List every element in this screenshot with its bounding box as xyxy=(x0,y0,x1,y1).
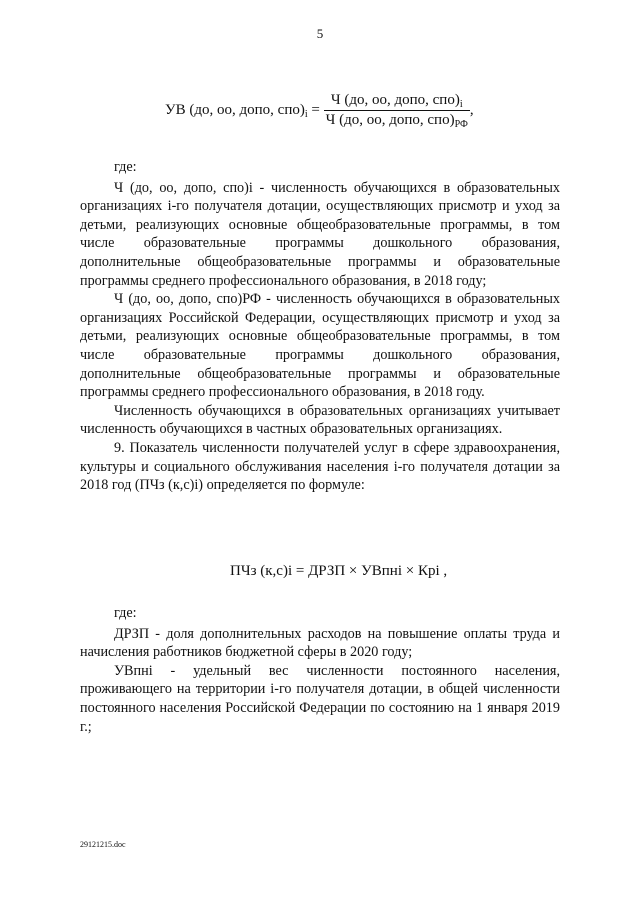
text-block-2 xyxy=(80,604,560,736)
text-block-1 xyxy=(80,158,560,495)
formula-pchz: ПЧз (к,с)i = ДРЗП × УВпнi × Крi , xyxy=(230,563,448,579)
formula-uv xyxy=(165,92,474,129)
paragraph-ch-rf: Ч (до, оо, допо, спо)РФ - численность обучающихся в образовательных организациях Российской Федерации, осуществляющих присмотр и уход за детьми, реализующих основные общеобразовательные программы, в том числе образовательные программы дошкольного образования, дополнительные общеобразовательные программы и образовательные программы среднего профессионального образования, в 2018 году. xyxy=(80,291,560,401)
formula-lhs: УВ (до, оо, допо, спо) xyxy=(165,101,305,118)
formula-eq: = xyxy=(311,101,320,118)
paragraph-count: Численность обучающихся в образовательных организациях учитывает численность обучающихся в частных образовательных организациях. xyxy=(80,402,560,438)
paragraph-uvpn: УВпнi - удельный вес численности постоянного населения, проживающего на территории i-го получателя дотации, в общей численности постоянного населения Российской Федерации по состоянию на 1 января 2019 г.; xyxy=(80,662,560,735)
page-number: 5 xyxy=(316,26,324,41)
paragraph-ch-i: Ч (до, оо, допо, спо)i - численность обучающихся в образовательных организациях i-го получателя дотации, осуществляющих присмотр и уход за детьми, реализующих основные общеобразовательные программы, в том числе образовательные программы дошкольного образования, дополнительные общеобразовательные программы и образовательные программы среднего профессионального образования, в 2018 году; xyxy=(80,179,560,289)
formula-numerator: Ч (до, оо, допо, $спо)_i$ xyxy=(324,92,470,111)
formula-tail: , xyxy=(469,101,474,118)
formula-fraction xyxy=(324,92,470,129)
formula-lhs-sub: i xyxy=(304,108,308,120)
paragraph-dr: ДРЗП - доля дополнительных расходов на повышение оплаты труда и начисления работников бюджетной сферы в 2020 году; xyxy=(80,625,560,661)
where-label: где: xyxy=(114,159,137,175)
file-footer: 29121215.doc xyxy=(80,840,126,849)
formula-denominator: Ч (до, оо, допо, $спо)_{РФ}$ xyxy=(325,112,468,130)
paragraph-indicator-9: 9. Показатель численности получателей услуг в сфере здравоохранения, культуры и социального обслуживания населения i-го получателя дотации за 2018 год (ПЧз (к,с)i) определяется по формуле: xyxy=(80,439,560,494)
where-label-2: где: xyxy=(114,605,137,621)
